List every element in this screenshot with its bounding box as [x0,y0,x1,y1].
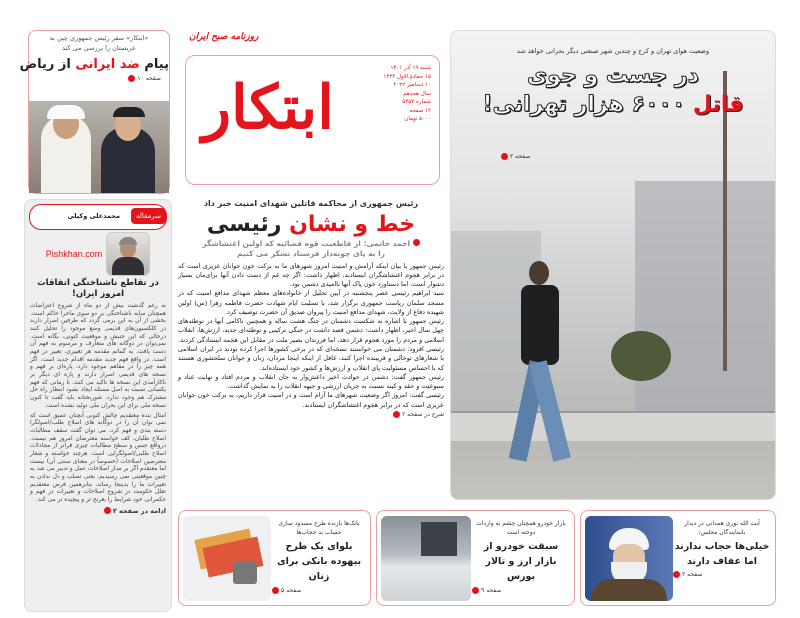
story-paragraph: رئیسی گفت: امروز اگر وضعیت شهرهای ما آرام است و در امنیت قرار داریم، به برکت خون جوانان عزیزی است که در برابر هجوم اغتشاشگران ایستادند. [178,391,444,409]
continued-ref: ادامه در صفحه ۲ [25,506,171,516]
author: محمدعلی وکیلی [67,212,120,220]
cleric-photo [585,516,673,601]
headline: پیام ضد ایرانی از ریاض [19,56,169,72]
headline: خط و نشان رئیسی [206,212,416,237]
headline: در جست و جوی قاتل ۶۰۰۰ هزار تهرانی! [482,62,744,118]
story-paragraph: رئیس جمهور با بیان اینکه آرامش و امنیت امروز شهرهای ما به برکت خون جوانان عزیزی است که در برابر هجوم اغتشاشگران ایستادند، اظهار داشت: اگر چه غم از دست دادن آنها برای‌مان بسیار دشوار است، اما دستاورد خون پاک آنها ناامیدی دشمن بود. [178,261,444,289]
tagline: روزنامه صبح ایران [189,32,259,42]
page-dot-icon [673,571,680,578]
photo-story[interactable] [450,30,776,500]
bottom-story-1[interactable] [580,510,776,606]
story-paragraph: سید ابراهیم رئیسی عصر پنجشنبه در آیین تجلیل از خانواده‌های معظم شهدای مدافع امنیت که در مسجد سلمان ریاست جمهوری برگزار شد، با تسلیت ایام شهادت حضرت فاطمه زهرا (س) اولین شهیده دفاع از ولایت، شهدای مدافع امنیت را پیروان صدیق آن حضرت توصیف کرد. [178,289,444,316]
headline: بلوای یک طرح بیهوده بانکی برای زنان [276,541,362,583]
pedestrian [511,261,571,481]
page-ref: صفحه ۲ [501,153,530,160]
page-dot-icon [104,507,111,514]
editorial[interactable] [24,199,172,612]
kicker: رئیس جمهوری از محاکمه قاتلین شهدای امنیت خبر داد [203,199,419,208]
story-paragraph: رئیس جمهور با اشاره به شکست دشمنان در جنگ هشت ساله و همچنین ناکامی آنها در توطئه‌های چهل سال اخیر، اظهار داشت: دشمن قصد داشت در جنگی ترکیبی و توطئه‌ای جدید، ارزش‌ها، انقلاب اسلامی و مردم را مورد هجوم قرار دهد، اما فرزندان بصیر ملت در مقابل این هجمه ایستادگی کردند. رئیسی افزود: دشمنان می خواستند نسخه‌ای که در برخی کشورها اجرا کرده بودند در ایران اسلامی با شعارهای توخالی و فریبنده اجرا کنند، غافل از اینکه اینجا مردان، زنان و جوانان سلحشوری هستند که با احساس مسئولیت پای انقلاب و ارزش‌ها و کشور خود ایستاده‌اند. [178,317,444,372]
cars-photo [381,516,471,601]
main-story[interactable] [178,198,444,506]
bank-cards-photo [183,516,271,601]
editorial-paragraph: به رغم گذشت بیش از دو ماه از شروع اعتراضات همچنان سایه ناشناختگی بر دو سوی ماجرا حاکم است. بخشی از آن به این برمی گردد که طرفین اصرار دارند در کلکسیون‌های قدیمی وضع موجود را تحلیل کنند درحالی که این جنبش و موقعیت کنونی، یگانه است. نمی‌توان در دوگانه های متعارف و مرسوم به فهم آن دست یافت. به گمانم مقدمه هر تغییری، تغییر در فهم است. در واقع فهم جدید مقدمه اقدام جدید است. اگر همه چیز را در مفاهم موجود دارد، پاره‌ای بر فهم و نسخه های قدیمی اصرار دارند و پاره ای دیگر بر ناکارآمدی این نسخه ها تاکید می کنند. تا زمانی که فهم یکسانی نسبت به اصل مسئله ایجاد نشود انتظار راه حل مشترک هم وجود ندارد. شوربختانه باید گفت تا کنون نسخه ملی برای این بحران ملی تولید نشده است. [30,303,166,409]
kicker: بازار خودرو همچنان چشم به واردات دوخته است [476,520,566,536]
section-label: سرمقاله [131,208,166,224]
kicker: بانک‌ها بازنده طرح مسدود سازی حساب بد حجاب‌ها [278,520,360,536]
page-ref: صفحه ۵ [272,587,366,594]
masthead [175,30,445,195]
headline: سبقت خودرو از بازار ارز و تالار بورس [483,541,559,583]
editorial-title: در تقاطع ناشناختگی اتفاقات امروز ایران! [37,278,159,300]
page-ref: صفحه ۹ [472,587,570,594]
page-dot-icon [128,75,135,82]
lead: احمد خاتمی: از قاطعیت قوه قضائیه که اولین اغتشاشگر را به پای چوبه‌دار فرستاد تشکر می کنیم [178,239,444,260]
bush [611,331,671,381]
page-dot-icon [393,411,400,418]
watermark: Pishkhan.com [45,249,103,259]
bullet-icon [413,239,420,246]
railing [451,411,775,441]
page-dot-icon [272,587,279,594]
left-top-story[interactable] [19,30,170,194]
author-photo [106,232,150,276]
buildings [635,181,775,421]
bottom-story-2[interactable] [376,510,575,606]
logo: ابتکار [202,73,334,143]
headline: خیلی‌ها حجاب ندارند اما عفاف دارند [674,541,770,568]
page-dot-icon [501,153,508,160]
kicker: وضعیت هوای تهران و کرج و چندین شهر صنعتی دیگر بحرانی خواهد شد [516,47,710,55]
editorial-paragraph: امثال بنده معتقدیم چالش کنونی آنچنان عمیق است که نمی توان آن را در دوگانه های اصلاح طلب/اصولگرا دسته بندی و فهم کرد. می توان گفت سقف مطالبات اصلاح طلبان، کف خواسته معترضان امروز هم نیست. درواقع جنس و سطح مطالبات چیزی فراتر از مجادلات اصلاح طلبی/اصولگرایی است. هرچند خواسته و شعار معترضین اصلاحات (خصوصاً در معنای سنتی آن) نیست اما معتقدم اگر بر مدار اصلاحات عمل و تدبیر می شد به چنین موقعیتی نمی رسیدیم. یعنی تصلب و دل ندادن به تغییرات ما را بدینجا رساند. بنابرهمین فرض معتقدیم تعلل حکومت در شروع اصلاحات و تغییرات در فهم و حکمرانی خود شرایط را بغرنج تر و پیچیده تر می کند. [30,412,166,503]
leaders-photo [29,101,169,193]
page-dot-icon [472,587,479,594]
bottom-story-3[interactable] [178,510,371,606]
story-paragraph: رئیس جمهور گفت: دشمن در حوادث اخیر داعش‌وار به جان انقلاب و مردم افتاد و نهایت عناد و سبوعیت و حقد و کینه نسبت به جریان ارزشی و جبهه انقلاب را به نمایش گذاشت. [178,372,444,391]
kicker: آیت الله نوری همدانی در دیدار بانمایندگان مجلس: [684,520,760,536]
kicker: «ابتکار» سفر رئیس جمهوری چین به عربستان را بررسی می کند [49,34,149,52]
page-ref: صفحه ۲ [673,571,771,578]
issue-info: شنبه ۱۹ آذر ۱۴۰۱ ۱۵ جمادی‌الاول ۱۴۴۴ ۱۰ دسامبر ۲۰۲۲ سال هجدهم شماره ۵۴۵۷ ۱۲ صفحه ۵۰۰۰ تومان [365,64,431,124]
continued-ref: شرح در صفحه ۲ [178,411,444,418]
editorial-header [29,204,167,230]
page-ref: صفحه ۱۰ [29,72,169,85]
